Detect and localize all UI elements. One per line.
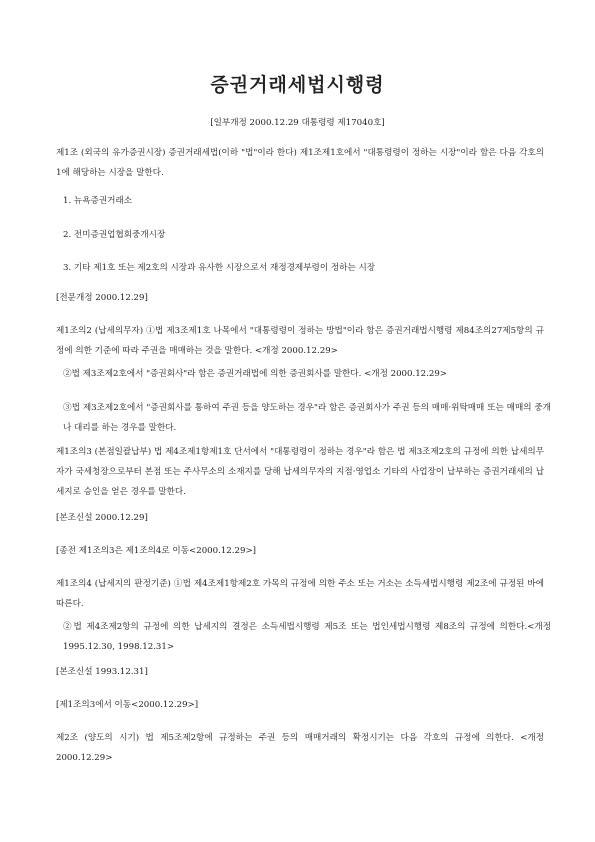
revision-note: [제1조의3에서 이동<2000.12.29>] (56, 700, 199, 710)
article-1-2-clause-2: ②법 제3조제2호에서 "증권회사"라 함은 증권거래법에 의한 증권회사를 말한다. <개정 2000.12.29> (63, 369, 448, 379)
article-2-paragraph: 제2조 (양도의 시기) 법 제5조제2항에 규정하는 주권 등의 매매거래의 확정시기는 다음 각호의 규정에 의한다. <개정 2000.12.29> (56, 733, 544, 763)
article-1-4-paragraph: 제1조의4 (납세지의 판정기준) ①법 제4조제1항제2호 가목의 규정에 의한 주소 또는 거소는 소득세법시행령 제2조에 규정된 바에 따른다. (56, 579, 544, 609)
revision-note: [본조신설 1993.12.31] (56, 667, 148, 677)
revision-note: [종전 제1조의3은 제1조의4로 이동<2000.12.29>] (56, 546, 256, 556)
article-1-2-paragraph: 제1조의2 (납세의무자) ①법 제3조제1호 나목에서 "대통령령이 정하는 방법"이라 함은 증권거래법시행령 제84조의27제5항의 규정에 의한 기준에 따라 주권을 매매하는 것을 말한다. <개정 2000.12.29> (56, 326, 544, 356)
article-1-3-paragraph: 제1조의3 (본점일괄납부) 법 제4조제1항제1호 단서에서 "대통령령이 정하는 경우"라 함은 법 제3조제2호의 규정에 의한 납세의무자가 국세청장으로부터 본점 또는 주사무소의 소재지를 당해 납세의무자의 지점·영업소 기타의 사업장이 납부하는 증권거래세의 납세지로 승인을 얻은 경우를 말한다. (56, 447, 544, 497)
amendment-note: [일부개정 2000.12.29 대통령령 제17040호] (210, 118, 385, 128)
list-item: 1. 뉴욕증권거래소 (63, 196, 133, 206)
article-1-2-clause-3: ③법 제3조제2호에서 "증권회사를 통하여 주권 등을 양도하는 경우"라 함은 증권회사가 주권 등의 매매·위탁매매 또는 매매의 중개나 대리를 하는 경우를 말한다. (63, 403, 551, 433)
article-1-4-clause-2: ②법 제4조제2항의 규정에 의한 납세지의 결정은 소득세법시행령 제5조 또는 법인세법시행령 제8조의 규정에 의한다.<개정 1995.12.30, 1998.12.31> (63, 622, 551, 652)
article-1-paragraph: 제1조 (외국의 유가증권시장) 증권거래세법(이하 "법"이라 한다) 제1조제1호에서 "대통령령이 정하는 시장"이라 함은 다음 각호의 1에 해당하는 시장을 말한다. (56, 148, 544, 178)
revision-note: [본조신설 2000.12.29] (56, 513, 148, 523)
list-item: 2. 전미증권업협회중개시장 (63, 230, 166, 240)
list-item: 3. 기타 제1호 또는 제2호의 시장과 유사한 시장으로서 재정경제부령이 정하는 시장 (63, 263, 376, 273)
page-title: 증권거래세법시행령 (210, 74, 385, 96)
revision-note: [전문개정 2000.12.29] (56, 293, 148, 303)
